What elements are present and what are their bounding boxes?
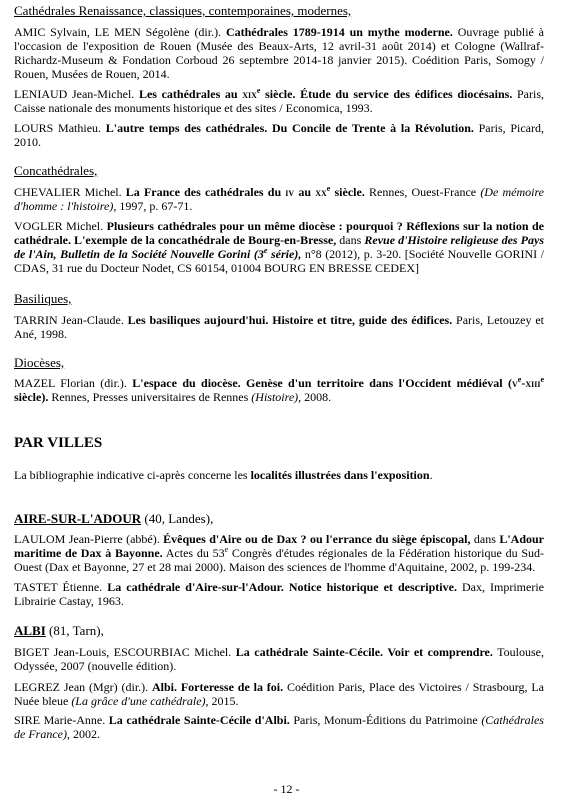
- entry-title: La cathédrale d'Aire-sur-l'Adour. Notice historique et descriptive.: [107, 580, 457, 594]
- entry-title-mid: au: [294, 185, 316, 199]
- entry-author: LENIAUD Jean-Michel.: [14, 87, 139, 101]
- entry-author: AMIC Sylvain, LE MEN Ségolène (dir.).: [14, 25, 226, 39]
- entry-title-sup: e: [326, 184, 331, 193]
- entry-author: BIGET Jean-Louis, ESCOURBIAC Michel.: [14, 645, 236, 659]
- entry-leniaud: [14, 87, 544, 115]
- entry-title: Albi. Forteresse de la foi.: [152, 680, 284, 694]
- entry-details: Rennes, Presses universitaires de Rennes: [48, 390, 252, 404]
- entry-sup: e: [224, 545, 229, 554]
- entry-journal: Revue d'Histoire religieuse des Pays de l'Ain, Bulletin de la Société Nouvelle Gorini (3: [14, 233, 544, 261]
- entry-biget: [14, 645, 544, 673]
- entry-author: TARRIN Jean-Claude.: [14, 313, 128, 327]
- entry-details-end: Congrès d'études régionales de la Fédération historique du Sud-Ouest (Dax et Bayonne, 27 et 28 mai 2000). Maison des sciences de l'homme d'Aquitaine, 2002, p. 199-234.: [14, 546, 544, 574]
- entry-details-end: , 2015.: [205, 694, 239, 708]
- entry-tastet: [14, 580, 544, 608]
- intro-emphasis: localités illustrées dans l'exposition: [250, 468, 430, 482]
- entry-laulom: [14, 532, 544, 574]
- city-info: (40, Landes),: [141, 511, 214, 526]
- entry-title-century: xiii: [525, 376, 541, 390]
- entry-title-century: iv: [285, 185, 295, 199]
- entry-details: Toulouse, Odyssée, 2007 (nouvelle édition).: [14, 645, 544, 673]
- page-number: - 12 -: [273, 782, 300, 796]
- intro-text: La bibliographie indicative ci-après concerne les: [14, 468, 251, 482]
- entry-title: Cathédrales 1789-1914 un mythe moderne.: [225, 25, 453, 39]
- entry-vogler: [14, 219, 544, 275]
- entry-title-century: xix: [242, 87, 257, 101]
- entry-details-end: n°8 (2012), p. 3-20. [Société Nouvelle GORINI / CDAS, 31 rue du Docteur Nodet, CS 60154, 01004 BOURG EN BRESSE CEDEX]: [14, 247, 544, 275]
- city-info: (81, Tarn),: [45, 623, 104, 638]
- entry-author: LAULOM Jean-Pierre (abbé).: [14, 532, 164, 546]
- section-heading-dioceses: Diocèses,: [14, 355, 65, 370]
- entry-sire: [14, 713, 544, 741]
- entry-title: L'espace du diocèse. Genèse d'un territoire dans l'Occident médiéval (: [132, 376, 512, 390]
- entry-details: Ouvrage publié à l'occasion de l'exposition de Rouen (Musée des Beaux-Arts, 12 avril-31 août 2014) et Cologne (Wallraf-Richardz-Museum & Fondation Corboud 26 septembre 2014-18 janvier 2015). Coédition Paris, Somogy / Rouen, Musées de Rouen, 2014.: [14, 25, 544, 81]
- entry-title: La cathédrale Sainte-Cécile d'Albi.: [108, 713, 290, 727]
- entry-title-end: siècle. Étude du service des édifices diocésains.: [260, 87, 513, 101]
- city-name: AIRE-SUR-L'ADOUR: [14, 511, 142, 526]
- entry-tarrin: [14, 313, 544, 341]
- entry-mazel: [14, 376, 544, 404]
- entry-author: SIRE Marie-Anne.: [14, 713, 109, 727]
- entry-details-end: , 2002.: [66, 727, 100, 741]
- entry-details: Paris, Caisse nationale des monuments historique et des sites / Economica, 1993.: [14, 87, 545, 115]
- par-villes-heading: PAR VILLES: [14, 435, 103, 451]
- entry-title: Évêques d'Aire ou de Dax ? ou l'errance du siège épiscopal,: [163, 532, 471, 546]
- entry-title-century: v: [511, 376, 518, 390]
- city-name: ALBI: [14, 623, 46, 638]
- entry-journal-end: série),: [267, 247, 302, 261]
- city-heading-aire: [14, 511, 544, 526]
- entry-details-mid: Actes du 53: [162, 546, 225, 560]
- entry-title-century: xx: [315, 185, 327, 199]
- entry-series: (Cathédrales de France): [14, 713, 544, 741]
- entry-title-end: siècle).: [14, 390, 49, 404]
- entry-series: (De mémoire d'homme : l'histoire): [14, 185, 545, 213]
- entry-author: TASTET Étienne.: [14, 580, 108, 594]
- entry-details-end: , 2008.: [298, 390, 332, 404]
- entry-details-end: , 1997, p. 67-71.: [113, 199, 193, 213]
- entry-details: Paris, Monum-Éditions du Patrimoine: [289, 713, 482, 727]
- entry-details: dans: [470, 532, 500, 546]
- entry-details: Rennes, Ouest-France: [364, 185, 481, 199]
- entry-journal-sup: e: [263, 246, 268, 255]
- entry-details: Paris, Picard, 2010.: [14, 121, 544, 149]
- entry-legrez: [14, 680, 544, 708]
- entry-title: La France des cathédrales du: [125, 185, 286, 199]
- entry-details: Paris, Letouzey et Ané, 1998.: [14, 313, 544, 341]
- section-heading-cathedrales: Cathédrales Renaissance, classiques, contemporaines, modernes,: [14, 3, 352, 18]
- entry-author: MAZEL Florian (dir.).: [14, 376, 133, 390]
- entry-details: Dax, Imprimerie Librairie Castay, 1963.: [14, 580, 544, 608]
- entry-author: VOGLER Michel.: [14, 219, 107, 233]
- entry-title-sup: e: [256, 86, 261, 95]
- entry-details: dans: [336, 233, 365, 247]
- entry-author: CHEVALIER Michel.: [14, 185, 126, 199]
- entry-amic: [14, 25, 544, 81]
- entry-title-end: siècle.: [330, 185, 365, 199]
- entry-title: L'autre temps des cathédrales. Du Concile de Trente à la Révolution.: [105, 121, 474, 135]
- section-heading-concathedrales: Concathédrales,: [14, 163, 98, 178]
- entry-title: La cathédrale Sainte-Cécile. Voir et comprendre.: [235, 645, 493, 659]
- entry-author: LOURS Mathieu.: [14, 121, 106, 135]
- entry-lours: [14, 121, 544, 149]
- intro-end: .: [429, 468, 433, 482]
- entry-title: Plusieurs cathédrales pour un même diocèse : pourquoi ? Réflexions sur la notion de cathédrale. L'exemple de la concathédrale de Bourg-en-Bresse,: [14, 219, 544, 247]
- entry-title: Les basiliques aujourd'hui. Histoire et titre, guide des édifices.: [127, 313, 453, 327]
- entry-series: (La grâce d'une cathédrale): [71, 694, 206, 708]
- entry-author: LEGREZ Jean (Mgr) (dir.).: [14, 680, 152, 694]
- entry-series: (Histoire): [251, 390, 299, 404]
- city-heading-albi: [14, 623, 544, 638]
- entry-details: Coédition Paris, Place des Victoires / Strasbourg, La Nuée bleue: [14, 680, 544, 708]
- entry-book-title: L'Adour maritime de Dax à Bayonne.: [14, 532, 544, 560]
- entry-title-sup: e: [540, 375, 544, 384]
- entry-title: Les cathédrales au: [138, 87, 243, 101]
- section-heading-basiliques: Basiliques,: [14, 291, 72, 306]
- entry-title-sup: e: [517, 375, 522, 384]
- entry-title-dash: -: [521, 376, 526, 390]
- entry-chevalier: [14, 185, 544, 213]
- par-villes-intro: [14, 468, 544, 482]
